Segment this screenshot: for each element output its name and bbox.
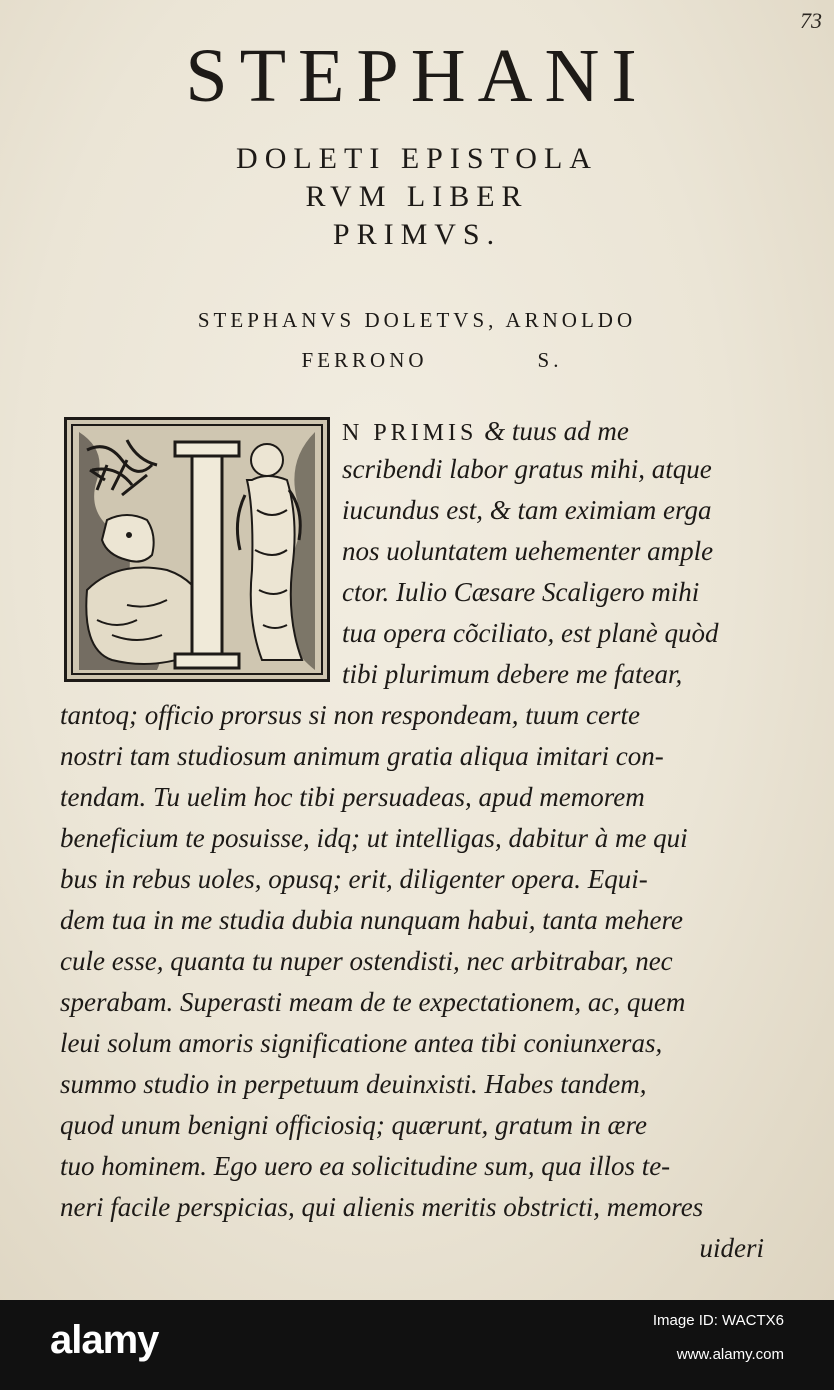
body-line: sperabam. Superasti meam de te expectationem, ac, quem [60,987,686,1017]
body-line: nos uoluntatem uehementer ample [342,536,714,566]
title-line-2: RVM LIBER [305,180,529,213]
body-line: nostri tam studiosum animum gratia aliqua imitari con- [60,741,664,771]
catchword: uideri [699,1233,764,1263]
body-line-first [342,418,629,445]
body-line: tibi plurimum debere me fatear, [342,659,683,689]
body-line: tuo hominem. Ego uero ea solicitudine sum, qua illos te- [60,1151,671,1181]
body-line: dem tua in me studia dubia nunquam habui, tanta mehere [60,905,683,935]
body-line: summo studio in perpetuum deuinxisti. Habes tandem, [60,1069,647,1099]
first-line-capitals: N PRIMIS [342,420,478,446]
body-line: tantoq; officio prorsus si non respondeam, tuum certe [60,700,640,730]
site-url-label: www.alamy.com [676,1346,784,1363]
title-stephani: STEPHANI [185,34,649,118]
body-line: bus in rebus uoles, opusq; erit, diligenter opera. Equi- [60,864,648,894]
letter-heading-line-1: STEPHANVS DOLETVS, ARNOLDO [197,308,637,332]
first-line-rest: & tuus ad me [477,416,629,446]
body-line: neri facile perspicias, qui alienis meritis obstricti, memores [60,1192,704,1222]
body-line: tua opera cõciliato, est planè quòd [342,618,719,648]
body-line: scribendi labor gratus mihi, atque [342,454,712,484]
body-line: beneficium te posuisse, idq; ut intelligas, dabitur à me qui [60,823,688,853]
body-line: quod unum benigni officiosiq; quærunt, gratum in ære [60,1110,647,1140]
page-number: 73 [800,8,822,33]
body-line: ctor. Iulio Cæsare Scaligero mihi [342,577,700,607]
heading-recipient: FERRONO [301,348,428,372]
title-line-3: PRIMVS. [332,218,502,251]
body-line: cule esse, quanta tu nuper ostendisti, nec arbitrabar, nec [60,946,673,976]
alamy-logo: alamy [50,1318,159,1362]
body-line: iucundus est, & tam eximiam erga [342,495,712,525]
body-line: leui solum amoris significatione antea tibi coniunxeras, [60,1028,663,1058]
heading-salutation: S. [537,348,563,372]
body-line: tendam. Tu uelim hoc tibi persuadeas, apud memorem [60,782,645,812]
image-id-label: Image ID: WACTX6 [652,1312,784,1329]
title-line-1: DOLETI EPISTOLA [236,142,598,175]
